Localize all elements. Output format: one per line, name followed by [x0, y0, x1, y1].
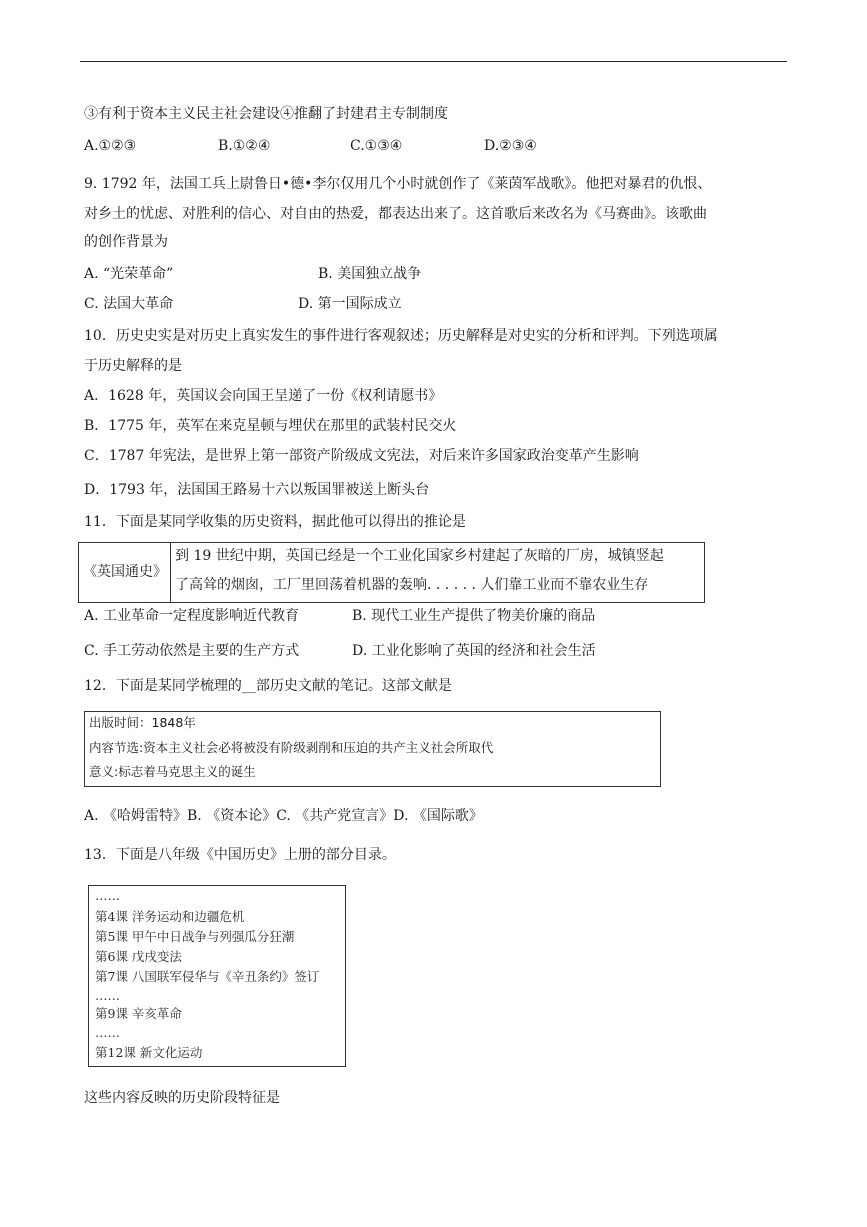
q8-option-d: D.②③④ — [484, 138, 537, 154]
q9-line-2: 对乡土的忧虑、对胜利的信心、对自由的热爱，都表达出来了。这首歌后来改名为《马赛曲》。该歌曲 — [84, 206, 707, 222]
toc-lesson-5: 第5课 甲午中日战争与列强瓜分狂潮 — [95, 929, 295, 944]
q12-note-date: 出版时间：1848年 — [89, 715, 196, 730]
q8-stem-tail: ③有利于资本主义民主社会建设④推翻了封建君主专制制度 — [84, 106, 448, 122]
q12-options: A. 《哈姆雷特》B. 《资本论》C. 《共产党宣言》D. 《国际歌》 — [84, 808, 483, 824]
header-rule — [80, 61, 787, 62]
q12-notes-box — [84, 711, 661, 787]
q10-option-b: B．1775 年，英军在来克星顿与埋伏在那里的武装村民交火 — [84, 418, 457, 434]
toc-lesson-4: 第4课 洋务运动和边疆危机 — [95, 909, 245, 924]
q11-stem: 11．下面是某同学收集的历史资料，据此他可以得出的推论是 — [84, 514, 466, 530]
q9-option-a: A. “光荣革命” — [84, 266, 174, 282]
q11-option-d: D. 工业化影响了英国的经济和社会生活 — [352, 643, 596, 659]
toc-lesson-7: 第7课 八国联军侵华与《辛丑条约》签订 — [95, 969, 320, 984]
q11-table-source: 《英国通史》 — [83, 564, 167, 580]
q10-option-a: A．1628 年，英国议会向国王呈递了一份《权利请愿书》 — [84, 388, 443, 404]
q12-stem: 12．下面是某同学梳理的__部历史文献的笔记。这部文献是 — [84, 678, 452, 694]
q13-stem: 13．下面是八年级《中国历史》上册的部分目录。 — [84, 847, 396, 863]
q10-line-2: 于历史解释的是 — [84, 358, 182, 374]
q8-option-a: A.①②③ — [84, 138, 137, 154]
toc-ellipsis-3: …… — [95, 1025, 120, 1040]
q11-source-table — [78, 542, 705, 603]
q11-table-text-1: 到 19 世纪中期，英国已经是一个工业化国家乡村建起了灰暗的厂房，城镇竖起 — [175, 548, 664, 564]
q9-line-3: 的创作背景为 — [84, 234, 168, 250]
q11-table-text-2: 了高耸的烟囱，工厂里回荡着机器的轰响. . . . . . 人们靠工业而不靠农业生存 — [175, 577, 649, 593]
q10-option-d: D．1793 年，法国国王路易十六以叛国罪被送上断头台 — [84, 482, 430, 498]
q9-option-b: B. 美国独立战争 — [318, 266, 422, 282]
q10-line-1: 10．历史史实是对历史上真实发生的事件进行客观叙述；历史解释是对史实的分析和评判。下列选项属 — [84, 328, 718, 344]
q13-toc-box — [88, 885, 346, 1067]
toc-lesson-12: 第12课 新文化运动 — [95, 1045, 203, 1060]
q12-note-content: 内容节选:资本主义社会必将被没有阶级剥削和压迫的共产主义社会所取代 — [89, 740, 494, 755]
q8-option-b: B.①②④ — [218, 138, 271, 154]
q8-option-c: C.①③④ — [350, 138, 403, 154]
q11-option-a: A. 工业革命一定程度影响近代教育 — [84, 608, 300, 624]
toc-lesson-9: 第9课 辛亥革命 — [95, 1006, 182, 1021]
q12-note-significance: 意义:标志着马克思主义的诞生 — [89, 764, 256, 779]
toc-lesson-6: 第6课 戊戌变法 — [95, 949, 182, 964]
q11-option-b: B. 现代工业生产提供了物美价廉的商品 — [352, 608, 596, 624]
q11-option-c: C. 手工劳动依然是主要的生产方式 — [84, 643, 300, 659]
q13-tail: 这些内容反映的历史阶段特征是 — [84, 1090, 280, 1106]
q9-option-c: C. 法国大革命 — [84, 296, 174, 312]
q11-table-divider — [170, 543, 171, 602]
q9-line-1: 9. 1792 年，法国工兵上尉鲁日•德•李尔仅用几个小时就创作了《莱茵军战歌》。他把对暴君的仇恨、 — [84, 176, 712, 192]
toc-ellipsis-1: …… — [95, 888, 120, 903]
q10-option-c: C．1787 年宪法，是世界上第一部资产阶级成文宪法，对后来许多国家政治变革产生影响 — [84, 448, 639, 464]
toc-ellipsis-2: …… — [95, 988, 120, 1003]
q9-option-d: D. 第一国际成立 — [298, 296, 402, 312]
